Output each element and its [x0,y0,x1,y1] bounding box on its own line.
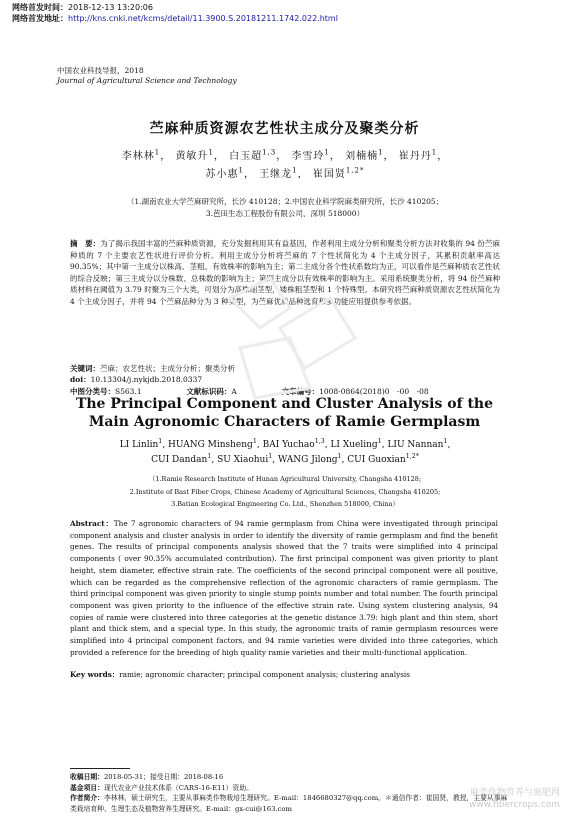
affiliation-line: 3.Batian Ecological Engineering Co. Ltd., Shenzhen 518000, China） [171,500,399,508]
abstract-en-text: The 7 agronomic characters of 94 ramie germplasm from China were investigated through principal component analysis and cluster analysis in order to identify the diversity of ramie germplasm and find the benefit genes. The results of principal components analysis showed that the 7 traits were simplified into 4 principal components ( over 90.35% accumulated contribution). The first principal component was given priority to plant height, stem diameter, effective strain rate. The coefficients of the second principal component were all positive, which can be regarded as the comprehensive reflection of the agronomic characters of ramie germplasm. The third principal component was given priority to single stump points number and total number. The fourth principal component was given priority to the influence of the effective strain rate. Using system clustering analysis, 94 copies of ramie were clustered into three categories at the genetic distance 3.79: high plant and thin stem, short plant and thick stem, and a special type. In this study, the agronomic traits of ramie germplasm resources were simplified into 4 principal component factors, and 94 ramie varieties were divided into three categories, which provided a reference for the breeding of high quality ramie varieties and their multi-functional application. [70,519,498,657]
author-en: CUI Guoxian$^{1,2*}$ [347,453,419,465]
author-cn: 李雪玲$^1$ [291,148,330,162]
author-cn: 崔国贤$^{1,2*}$ [312,166,365,180]
affiliation-line: （1.Ramie Research Institute of Hunan Agricultural University, Changsha 410128; [148,475,422,483]
affiliations-en [40,473,530,511]
affiliation-line: 3.芭田生态工程股份有限公司，深圳 518000） [205,209,365,218]
keywords-en-label: Key words： [70,670,120,679]
author-bio: 作者简介：李林林，硕士研究生，主要从事麻类作物栽培生理研究。E-mail：1846680327@qq.com。＊通信作者：崔国贤，教授，主要从事麻类栽培育种、生理生态及植物营养生理研究。E-mail：gx-cui@163.com [70,794,508,813]
author-line-cn-1: 李林林$^1$， 黄敏升$^1$， 白玉超$^{1,3}$， 李雪玲$^1$， 刘楠楠$^1$， 崔丹丹$^1$， [121,148,449,162]
journal-name-cn: 中国农业科技导报，2018 [57,66,144,75]
publish-time-line [12,2,338,13]
affiliation-line: （1.湖南农业大学苎麻研究所，长沙 410128；2.中国农业科学院麻类研究所，长沙 410205； [126,197,444,206]
publication-info [12,2,338,24]
received-dates: 收稿日期：2018-05-31；接受日期：2018-08-16 [70,773,224,781]
author-en: LI Xueling$^1$ [330,438,382,450]
watermark-line: 麻类作物营养与施肥网 [469,788,560,798]
title-line: Main Agronomic Characters of Ramie Germplasm [88,414,481,430]
author-list-en [40,438,530,468]
publish-time-label: 网络首发时间： [12,3,68,12]
author-en: BAI Yuchao$^{1,3}$ [262,438,325,450]
publish-time-value: 2018-12-13 13:20:06 [68,3,153,12]
author-en: CUI Dandan$^1$ [151,453,212,465]
watermark-line: www.fibercrops.com [469,800,560,810]
publish-address-label: 网络首发地址： [12,14,68,23]
author-en: LIU Nannan$^1$ [387,438,448,450]
author-line-cn-2: 苏小惠$^1$， 王继龙$^1$， 崔国贤$^{1,2*}$ [205,166,365,180]
title-line: The Principal Component and Cluster Analysis of the [75,396,494,412]
author-cn: 李林林$^1$ [121,148,161,162]
author-cn: 王继龙$^1$ [259,166,298,180]
author-cn: 黄敏升$^1$ [175,148,214,162]
abstract-en-label: Abstract： [70,519,114,528]
journal-header [57,66,237,86]
publish-address-link[interactable]: http://kns.cnki.net/kcms/detail/11.3900.S.20181211.1742.022.html [68,14,338,23]
paper-title-en [0,395,569,431]
author-cn: 刘楠楠$^1$ [345,148,384,162]
author-en: SU Xiaohui$^1$ [217,453,273,465]
funding-note: 基金项目：现代农业产业技术体系（CARS-16-E11）资助。 [70,783,253,792]
faint-stamp-watermark [210,268,370,408]
author-cn: 崔丹丹$^1$ [398,148,438,162]
author-line-en-1: LI Linlin$^1$, HUANG Minsheng$^1$, BAI Yuchao$^{1,3}$, LI Xueling$^1$, LIU Nannan$^1$, [119,438,451,450]
author-line-en-2: CUI Dandan$^1$, SU Xiaohui$^1$, WANG Jilong$^1$, CUI Guoxian$^{1,2*}$ [151,453,419,465]
site-watermark [430,787,560,811]
author-en: WANG Jilong$^1$ [277,453,342,465]
doi-line: doi：10.13304/j.nykjdb.2018.0337 [70,375,203,385]
journal-name-en: Journal of Agricultural Science and Technology [57,76,237,85]
author-en: HUANG Minsheng$^1$ [168,438,257,450]
keywords-en [70,669,498,680]
author-cn: 苏小惠$^1$ [205,166,244,180]
author-list-cn [60,148,510,184]
publish-address-line [12,13,338,24]
abstract-cn-label: 摘 要： [70,239,101,248]
footnote-divider [70,768,130,769]
keywords-en-value: ramie; agronomic character; principal component analysis; clustering analysis [119,670,411,679]
affiliation-line: 2.Institute of Bast Fiber Crops, Chinese Academy of Agricultural Sciences, Changsha 410205; [129,487,441,496]
paper-title-cn: 苎麻种质资源农艺性状主成分及聚类分析 [149,121,420,137]
affiliations-cn [70,196,500,220]
abstract-en [70,518,498,658]
abstract-cn-text: 为了揭示我国丰富的苎麻种质资源，充分发掘利用其有益基因，作者利用主成分分析和聚类分析方法对收集的 94 份苎麻种质的 7 个主要农艺性状进行评价分析。利用主成分分析将苎麻的 7 个性状简化为 4 个主成分因子，其累积贡献率高达 90.35%；其中第一主成分以株高、茎粗、有效株率的影响为主；第二主成分各个性状系数均为正，可以看作是苎麻种质农艺性状的综合反映；第三主成分以分株数、总株数的影响为主；第四主成分以有效株率的影响为主。采用系统聚类分析，将 94 份苎麻种质材料在阈值为 3.79 时聚为三个大类，可划分为高株细茎型，矮株粗茎型和 1 个特殊型。本研究将苎麻种质资源农艺性状简化为 4 个主成分因子，并将 94 个苎麻品种分为 3 种类型，为苎麻优质品种选育和多功能应用提供参考依据。 [70,239,501,306]
classification-line: 中图分类号：S563.1 文献标识码：A 文章编号：1008-0864(2018)0 -00 -08 [70,386,429,396]
author-cn: 白玉超$^{1,3}$ [229,148,277,162]
keywords-cn: 关键词：苎麻；农艺性状；主成分分析；聚类分析 [70,364,235,373]
author-en: LI Linlin$^1$ [119,438,163,450]
